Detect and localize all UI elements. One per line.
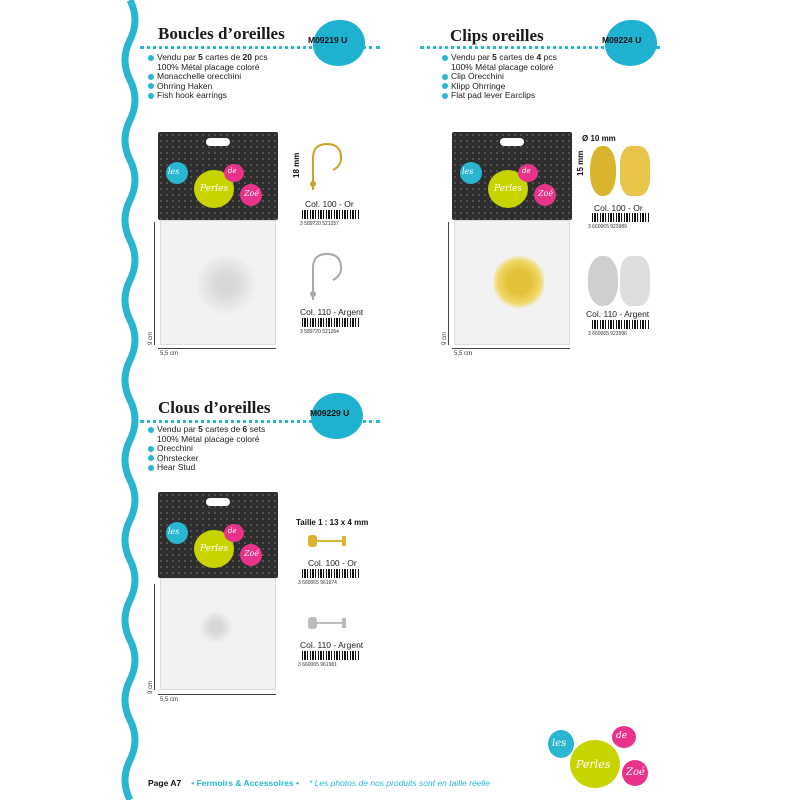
product-info: Vendu par 5 cartes de 20 pcs 100% Métal placage coloré Monacchelle orecchini Ohrring Haken Fish hook earrings — [148, 53, 268, 101]
sold-by: Vendu par 5 cartes de 4 pcs — [451, 52, 557, 62]
variant-label: Col. 100 - Or — [305, 199, 354, 209]
logo-perles: Perles — [494, 184, 523, 194]
hang-hole — [206, 138, 230, 146]
logo-zoe: Zoé — [244, 549, 260, 558]
page-number: Page A7 — [148, 778, 182, 788]
sold-by: Vendu par 5 cartes de 6 sets — [157, 424, 266, 434]
gold-stud-image — [306, 532, 356, 550]
barcode — [592, 320, 650, 329]
brand-logo: les Perles de Zoé — [548, 720, 668, 795]
flag-en-icon — [442, 93, 448, 99]
earring-hooks-image — [196, 252, 256, 317]
dim-height: 9 cm — [442, 331, 448, 345]
bullet-icon — [148, 427, 154, 433]
gold-hook-image — [305, 140, 350, 195]
studs-image — [196, 612, 236, 642]
flag-de-icon — [148, 83, 154, 89]
measure-label: Ø 10 mm — [582, 134, 616, 143]
dim-height: 9 cm — [148, 680, 154, 694]
barcode — [302, 210, 360, 219]
ref-label: M09219 U — [308, 35, 348, 45]
logo-les: les — [462, 167, 474, 176]
dim-width: 5,5 cm — [160, 351, 179, 357]
gold-clip-image — [590, 146, 616, 196]
page-footer — [148, 778, 490, 788]
logo-les: les — [168, 527, 180, 536]
material: 100% Métal placage coloré — [451, 61, 554, 72]
variant-label: Col. 110 - Argent — [300, 640, 364, 650]
flag-de-icon — [148, 455, 154, 461]
silver-clip-image — [588, 256, 618, 306]
section-title: Clous d’oreilles — [158, 398, 271, 417]
logo-perles: Perles — [200, 184, 229, 194]
section-title: Clips oreilles — [450, 26, 544, 45]
section-title: Boucles d’oreilles — [158, 24, 285, 43]
variant-label: Col. 110 - Argent — [586, 309, 650, 319]
measure-label-2: 15 mm — [576, 150, 585, 176]
silver-clip-back-image — [620, 256, 650, 306]
product-info: Vendu par 5 cartes de 6 sets 100% Métal placage coloré Orecchini Ohrstecker Hear Stud — [148, 425, 265, 473]
measure-label: Taille 1 : 13 x 4 mm — [296, 518, 369, 527]
material: 100% Métal placage coloré — [157, 433, 260, 444]
product-package — [158, 492, 278, 692]
product-info: Vendu par 5 cartes de 4 pcs 100% Métal placage coloré Clip Orecchini Klipp Ohrringe Flat pad lever Earclips — [442, 53, 557, 101]
sold-by: Vendu par 5 cartes de 20 pcs — [157, 52, 268, 62]
logo-zoe: Zoé — [244, 189, 260, 198]
variant-label: Col. 100 - Or — [308, 558, 357, 568]
ref-label: M09224 U — [602, 35, 642, 45]
category-label: • Fermoirs & Accessoires • — [191, 778, 299, 788]
bullet-icon — [148, 55, 154, 61]
logo-perles: Perles — [200, 544, 229, 554]
bullet-icon — [442, 55, 448, 61]
barcode — [302, 569, 360, 578]
flag-en-icon — [148, 93, 154, 99]
logo-de: de — [228, 527, 237, 535]
silver-hook-image — [305, 250, 350, 305]
hang-hole — [206, 498, 230, 506]
logo-les: les — [168, 167, 180, 176]
flag-de-icon — [442, 83, 448, 89]
product-package — [452, 132, 572, 347]
barcode — [302, 651, 360, 660]
gold-clips-image — [494, 252, 544, 312]
barcode — [592, 213, 650, 222]
variant-label: Col. 110 - Argent — [300, 307, 364, 317]
flag-en-icon — [148, 465, 154, 471]
dim-width: 5,5 cm — [454, 351, 473, 357]
barcode — [302, 318, 360, 327]
ref-label: M09229 U — [310, 408, 350, 418]
silver-stud-image — [306, 614, 356, 632]
logo-zoe: Zoé — [538, 189, 554, 198]
hang-hole — [500, 138, 524, 146]
measure-label: 18 mm — [292, 152, 301, 178]
dim-width: 5,5 cm — [160, 697, 179, 703]
variant-label: Col. 100 - Or — [594, 203, 643, 213]
product-package — [158, 132, 278, 347]
logo-de: de — [522, 167, 531, 175]
logo-de: de — [228, 167, 237, 175]
flag-it-icon — [148, 446, 154, 452]
material: 100% Métal placage coloré — [157, 61, 260, 72]
flag-it-icon — [148, 74, 154, 80]
flag-it-icon — [442, 74, 448, 80]
gold-clip-back-image — [620, 146, 650, 196]
wavy-border — [118, 0, 142, 800]
footer-note: * Les photos de nos produits sont en taille réelle — [308, 778, 490, 788]
dim-height: 9 cm — [148, 331, 154, 345]
